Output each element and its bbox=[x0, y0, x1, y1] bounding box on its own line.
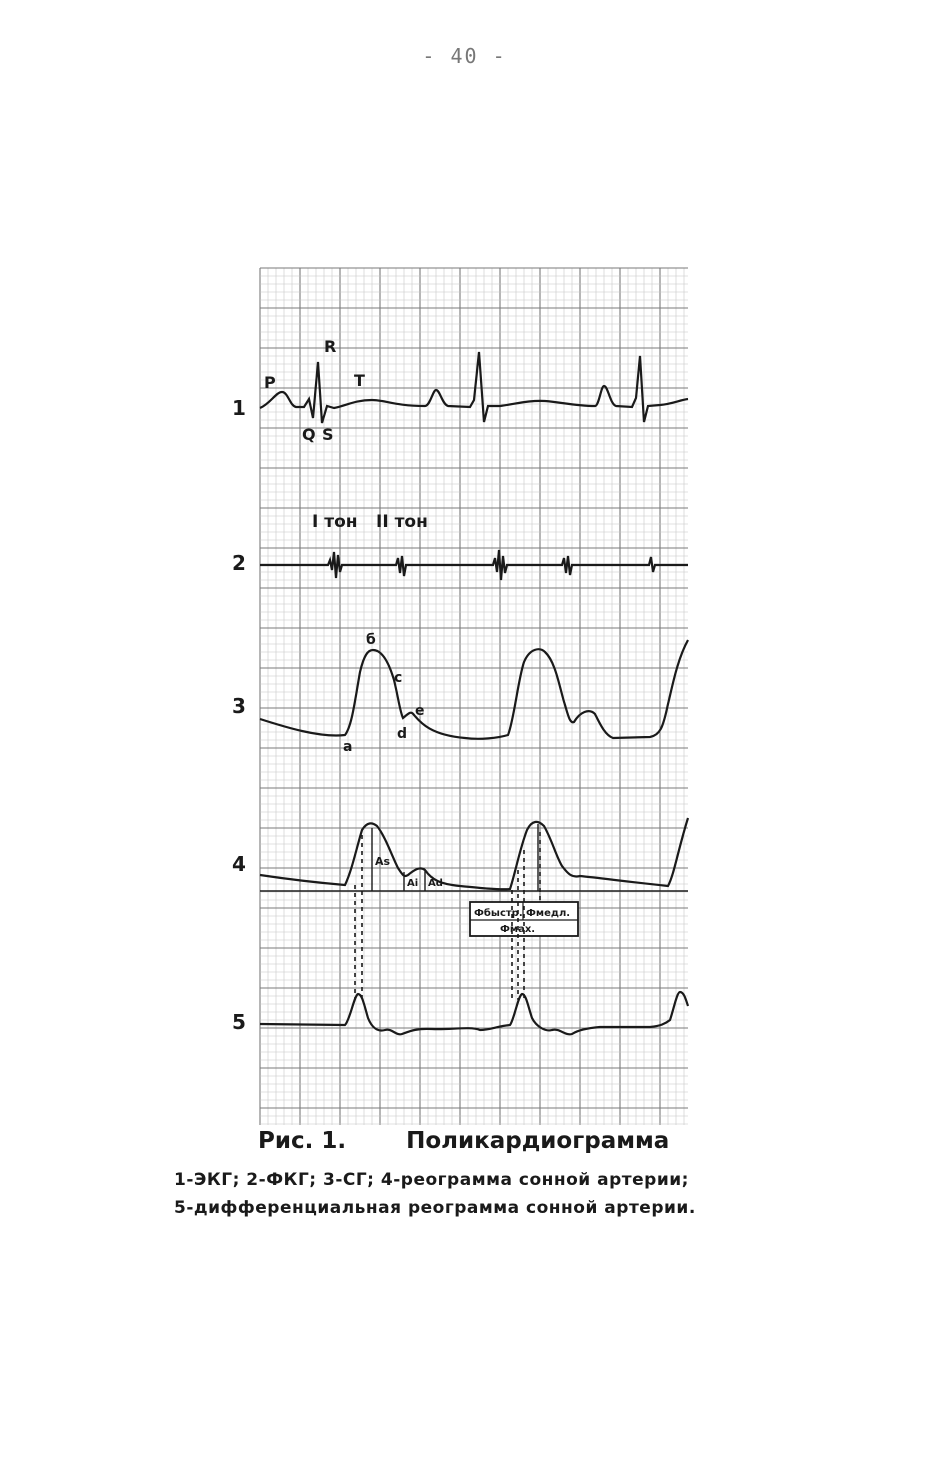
sg-label-c: c bbox=[394, 670, 403, 686]
ecg-label-p: P bbox=[264, 373, 276, 392]
phase-slow-label: Фмедл. bbox=[526, 908, 571, 919]
sg-label-a: a bbox=[343, 739, 353, 755]
pcg-label-tone1: I тон bbox=[312, 512, 358, 532]
phase-total-label: Фмах. bbox=[500, 924, 536, 935]
figure-title: Поликардиограмма bbox=[406, 1128, 670, 1154]
rheo-label-as: As bbox=[375, 855, 391, 868]
sg-label-e: e bbox=[415, 703, 425, 719]
ecg-label-s: S bbox=[322, 425, 334, 444]
page-number: - 40 - bbox=[422, 44, 507, 68]
ecg-label-r: R bbox=[324, 337, 337, 356]
figure-caption-title bbox=[258, 1128, 718, 1154]
phase-fast-label: Фбыстр. bbox=[474, 908, 523, 919]
figure-caption-line-2: 5-дифференциальная реограмма сонной артерии. bbox=[174, 1198, 696, 1218]
sg-label-d: d bbox=[397, 726, 408, 742]
pcg-label-tone2: II тон bbox=[376, 512, 428, 532]
ecg-label-t: T bbox=[354, 371, 365, 390]
rheo-label-ai: Ai bbox=[407, 878, 419, 889]
rheo-label-ad: Ad bbox=[428, 878, 443, 889]
row-number-3: 3 bbox=[232, 694, 246, 718]
figure-label: Рис. 1. bbox=[258, 1128, 347, 1154]
row-number-1: 1 bbox=[232, 396, 246, 420]
row-number-5: 5 bbox=[232, 1010, 246, 1034]
ecg-label-q: Q bbox=[302, 425, 316, 444]
sg-label-b: б bbox=[366, 632, 376, 648]
row-number-4: 4 bbox=[232, 852, 246, 876]
figure-caption-line-1: 1-ЭКГ; 2-ФКГ; 3-СГ; 4-реограмма сонной артерии; bbox=[174, 1170, 689, 1190]
row-number-2: 2 bbox=[232, 551, 246, 575]
